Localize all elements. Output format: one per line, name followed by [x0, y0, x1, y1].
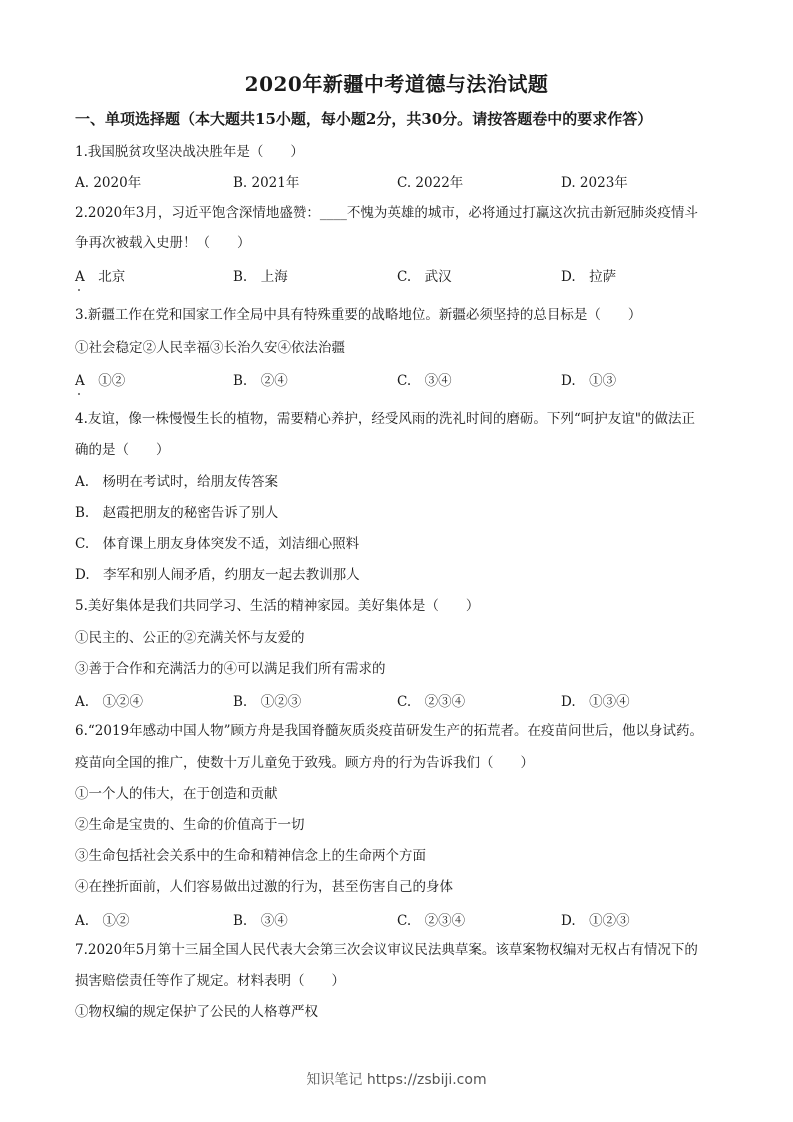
option-d: D. ①②③ — [561, 913, 630, 929]
question-4-option-d: D. 李军和别人闹矛盾，约朋友一起去教训那人 — [75, 567, 360, 583]
question-1-options — [75, 171, 735, 191]
option-d: D. 拉萨 — [561, 269, 617, 285]
option-a: A ①② — [75, 373, 126, 389]
option-d: D. 2023年 — [561, 175, 628, 191]
option-d: D. ①③ — [561, 373, 617, 389]
question-5-items-line2: ③善于合作和充满活力的④可以满足我们所有需求的 — [75, 661, 386, 677]
question-4-option-c: C. 体育课上朋友身体突发不适，刘洁细心照料 — [75, 536, 360, 552]
question-5-options — [75, 690, 735, 710]
question-6-item-2: ②生命是宝贵的、生命的价值高于一切 — [75, 817, 305, 833]
question-6-options — [75, 909, 735, 929]
question-4-option-b: B. 赵霞把朋友的秘密告诉了别人 — [75, 505, 279, 521]
question-7-stem-line2: 损害赔偿责任等作了规定。材料表明（ ） — [75, 973, 345, 989]
option-b: B. ③④ — [233, 913, 288, 929]
stray-dot-mark — [78, 289, 80, 291]
page-title: 2020年新疆中考道德与法治试题 — [244, 72, 549, 96]
stray-dot-mark — [78, 393, 80, 395]
question-6-item-4: ④在挫折面前，人们容易做出过激的行为，甚至伤害自己的身体 — [75, 879, 453, 895]
question-4-option-a: A. 杨明在考试时，给朋友传答案 — [75, 474, 279, 490]
option-c: C. 2022年 — [397, 175, 464, 191]
question-3-options — [75, 369, 735, 389]
question-2-stem-line2: 争再次被载入史册！（ ） — [75, 235, 251, 251]
option-a: A. ①② — [75, 913, 130, 929]
question-5-items-line1: ①民主的、公正的②充满关怀与友爱的 — [75, 630, 305, 646]
option-c: C. ②③④ — [397, 694, 466, 710]
question-6-stem-line1: 6.“2019年感动中国人物”顾方舟是我国脊髓灰质炎疫苗研发生产的拓荒者。在疫苗问世后，他以身试药。 — [75, 723, 704, 739]
question-6-item-1: ①一个人的伟大，在于创造和贡献 — [75, 786, 278, 802]
question-5-stem: 5.美好集体是我们共同学习、生活的精神家园。美好集体是（ ） — [75, 598, 480, 614]
option-c: C. ②③④ — [397, 913, 466, 929]
question-3-stem: 3.新疆工作在党和国家工作全局中具有特殊重要的战略地位。新疆必须坚持的总目标是（ ） — [75, 307, 642, 323]
question-4-stem-line2: 确的是（ ） — [75, 442, 170, 458]
option-a: A. ①②④ — [75, 694, 144, 710]
question-4-stem-line1: 4.友谊，像一株慢慢生长的植物，需要精心养护，经受风雨的洗礼时间的磨砺。下列“呵护友谊"的做法正 — [75, 411, 695, 427]
option-a: A 北京 — [75, 269, 126, 285]
question-3-items: ①社会稳定②人民幸福③长治久安④依法治疆 — [75, 340, 345, 356]
option-d: D. ①③④ — [561, 694, 630, 710]
option-b: B. 2021年 — [233, 175, 300, 191]
option-a: A. 2020年 — [75, 175, 142, 191]
option-c: C. ③④ — [397, 373, 452, 389]
option-c: C. 武汉 — [397, 269, 452, 285]
option-b: B. ①②③ — [233, 694, 302, 710]
question-2-options — [75, 265, 735, 285]
watermark-footer: 知识笔记 https://zsbiji.com — [306, 1072, 487, 1088]
question-7-item-1: ①物权编的规定保护了公民的人格尊严权 — [75, 1004, 318, 1020]
question-1-stem: 1.我国脱贫攻坚决战决胜年是（ ） — [75, 144, 304, 160]
question-6-item-3: ③生命包括社会关系中的生命和精神信念上的生命两个方面 — [75, 848, 426, 864]
option-b: B. ②④ — [233, 373, 288, 389]
option-b: B. 上海 — [233, 269, 288, 285]
section-heading: 一、单项选择题（本大题共15小题，每小题2分，共30分。请按答题卷中的要求作答） — [75, 110, 653, 128]
question-2-stem-line1: 2.2020年3月，习近平饱含深情地盛赞：____不愧为英雄的城市，必将通过打赢这次抗击新冠肺炎疫情斗 — [75, 205, 698, 221]
question-6-stem-line2: 疫苗向全国的推广，使数十万儿童免于致残。顾方舟的行为告诉我们（ ） — [75, 755, 534, 771]
question-7-stem-line1: 7.2020年5月第十三届全国人民代表大会第三次会议审议民法典草案。该草案物权编对无权占有情况下的 — [75, 942, 698, 958]
